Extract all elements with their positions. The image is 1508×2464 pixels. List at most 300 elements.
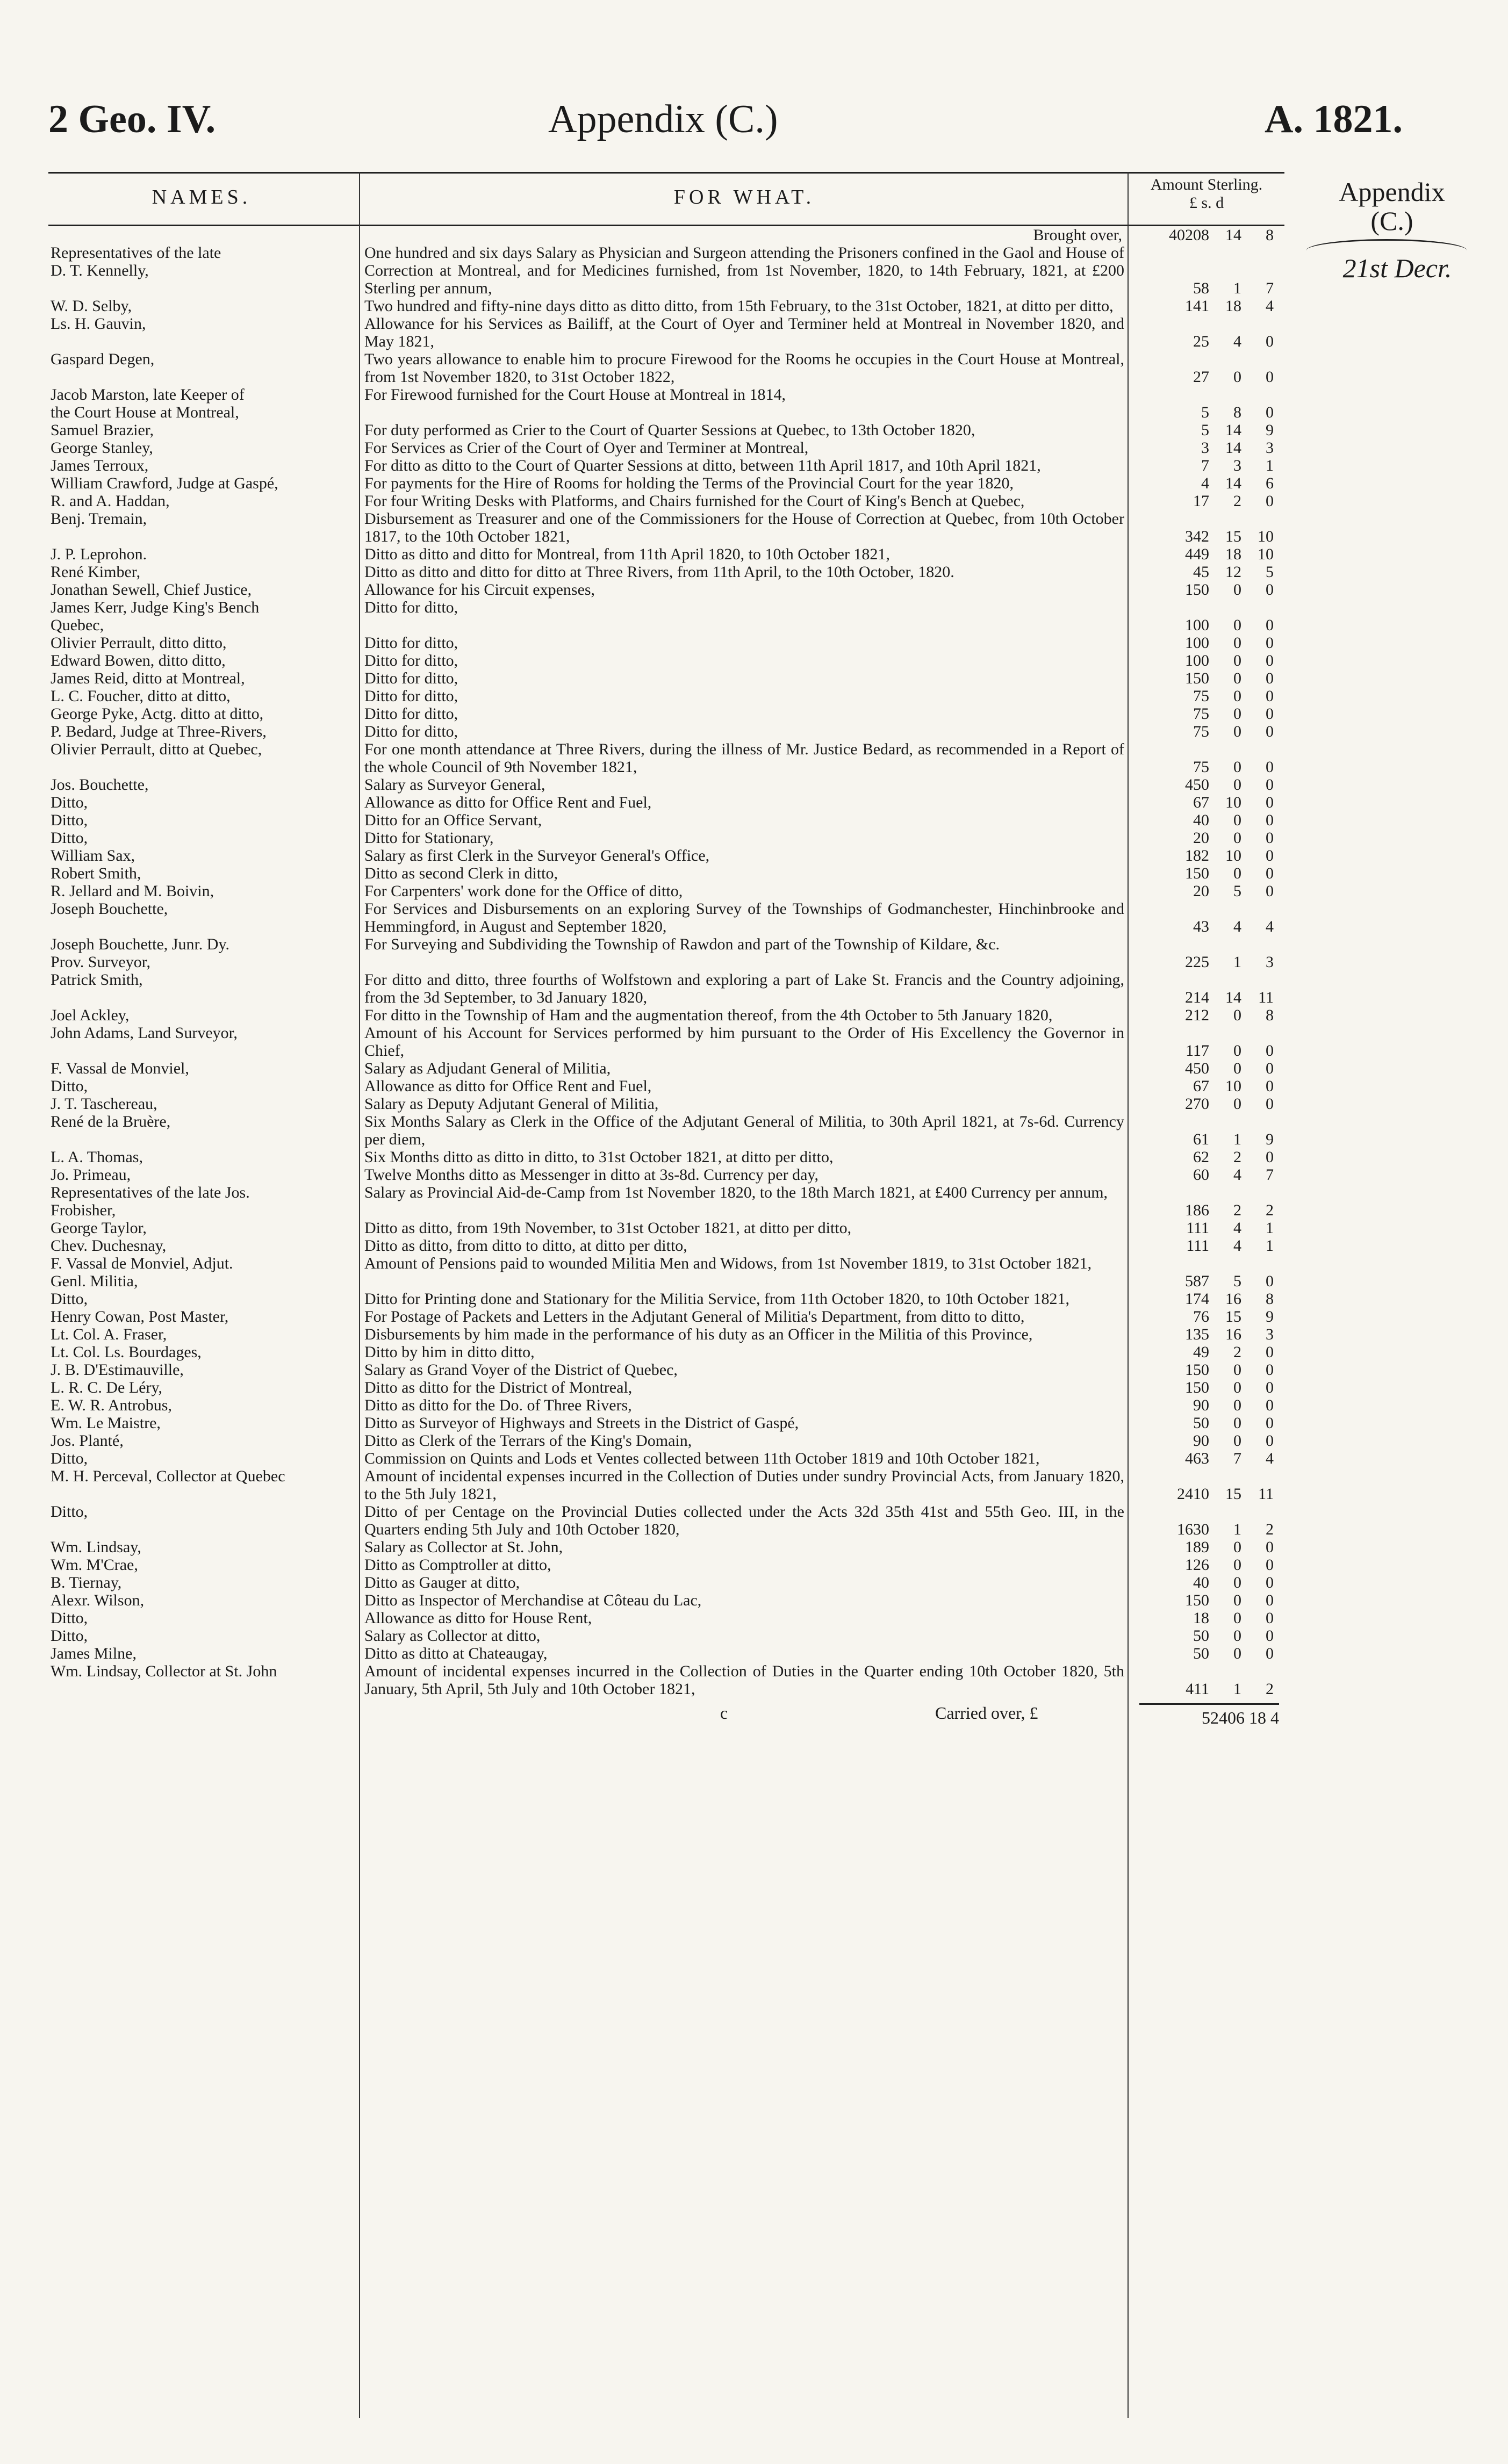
amount-pence: 0 bbox=[1266, 1361, 1274, 1379]
payee-name: Joel Ackley, bbox=[51, 1006, 130, 1024]
payment-description: Commission on Quints and Lods et Ventes collected between 11th October 1819 and 10th October 1821, bbox=[364, 1450, 1040, 1467]
amount-pence: 0 bbox=[1266, 758, 1274, 776]
amount-pence: 0 bbox=[1266, 333, 1274, 350]
payee-name: R. and A. Haddan, bbox=[51, 492, 170, 510]
payment-description: For ditto as ditto to the Court of Quarter Sessions at ditto, between 11th April 1817, and 10th April 1821, bbox=[364, 457, 1041, 474]
amount-pence: 0 bbox=[1266, 1574, 1274, 1591]
amount-shillings: 4 bbox=[1233, 1166, 1241, 1184]
amount-shillings: 15 bbox=[1225, 528, 1241, 545]
amount bbox=[1129, 1609, 1284, 1627]
amount-shillings: 0 bbox=[1233, 669, 1241, 687]
amount-pounds: 450 bbox=[1185, 1060, 1209, 1077]
amount-pence: 0 bbox=[1266, 811, 1274, 829]
amount-pence: 0 bbox=[1266, 1556, 1274, 1574]
payment-description: Ditto for ditto, bbox=[364, 634, 458, 652]
side-appendix-letter: (C.) bbox=[1370, 206, 1413, 236]
amount-pence: 8 bbox=[1266, 1006, 1274, 1024]
column-headers bbox=[48, 172, 1284, 226]
amount bbox=[1129, 545, 1284, 563]
payment-description: Salary as Deputy Adjutant General of Militia, bbox=[364, 1095, 659, 1113]
payment-description: Ditto for ditto, bbox=[364, 705, 458, 723]
payment-description: Six Months ditto as ditto in ditto, to 31st October 1821, at ditto per ditto, bbox=[364, 1148, 834, 1166]
payee-name: Ditto, bbox=[51, 1077, 88, 1095]
amount bbox=[1129, 1308, 1284, 1325]
payment-description: Ditto as ditto, from ditto to ditto, at ditto per ditto, bbox=[364, 1237, 687, 1255]
payee-name: James Milne, bbox=[51, 1645, 137, 1662]
amount-shillings: 0 bbox=[1233, 368, 1241, 386]
payment-description: Ditto for an Office Servant, bbox=[364, 811, 542, 829]
amount-pence: 0 bbox=[1266, 1609, 1274, 1627]
amount-pounds: 150 bbox=[1185, 864, 1209, 882]
amount-pounds: 270 bbox=[1185, 1095, 1209, 1113]
payment-description: Twelve Months ditto as Messenger in ditto at 3s-8d. Currency per day, bbox=[364, 1166, 818, 1184]
amount-pence: 0 bbox=[1266, 1343, 1274, 1361]
amount-pounds: 50 bbox=[1193, 1645, 1209, 1662]
page-year: A. 1821. bbox=[1265, 97, 1403, 141]
amount-pounds: 7 bbox=[1201, 457, 1209, 474]
amount-pence: 0 bbox=[1266, 404, 1274, 421]
amount-pounds: 25 bbox=[1193, 333, 1209, 350]
amount-shillings: 0 bbox=[1233, 1361, 1241, 1379]
amount-pounds: 150 bbox=[1185, 1591, 1209, 1609]
payee-name: Wm. Lindsay, bbox=[51, 1538, 141, 1556]
amount-shillings: 0 bbox=[1233, 1379, 1241, 1396]
amount-pounds: 150 bbox=[1185, 1361, 1209, 1379]
amount-shillings: 10 bbox=[1225, 847, 1241, 864]
amount-pounds: 3 bbox=[1201, 439, 1209, 457]
ledger-row bbox=[48, 492, 1284, 510]
payee-name: Jonathan Sewell, Chief Justice, bbox=[51, 581, 252, 599]
page-footer bbox=[48, 1698, 1284, 1762]
payee-name: George Pyke, Actg. ditto at ditto, bbox=[51, 705, 264, 723]
amount-shillings: 0 bbox=[1233, 634, 1241, 652]
amount-pounds: 1630 bbox=[1177, 1521, 1209, 1538]
ledger-row bbox=[48, 1343, 1284, 1361]
payment-description: Salary as Surveyor General, bbox=[364, 776, 545, 794]
amount bbox=[1129, 1662, 1284, 1698]
amount-pounds: 20 bbox=[1193, 829, 1209, 847]
amount-pence: 0 bbox=[1266, 1396, 1274, 1414]
amount-pounds: 45 bbox=[1193, 563, 1209, 581]
amount bbox=[1129, 864, 1284, 882]
payee-name: F. Vassal de Monviel, bbox=[51, 1060, 189, 1077]
payee-name: Jos. Bouchette, bbox=[51, 776, 149, 794]
amount-shillings: 16 bbox=[1225, 1290, 1241, 1308]
payment-description: Ditto as Comptroller at ditto, bbox=[364, 1556, 551, 1574]
ledger-row bbox=[48, 776, 1284, 794]
amount-pounds: 117 bbox=[1186, 1042, 1209, 1060]
amount-shillings: 0 bbox=[1233, 1095, 1241, 1113]
column-divider-names bbox=[359, 172, 360, 2418]
ledger-row bbox=[48, 1538, 1284, 1556]
amount bbox=[1129, 1006, 1284, 1024]
amount-pence: 0 bbox=[1266, 652, 1274, 669]
ledger-row bbox=[48, 652, 1284, 669]
amount-pence: 1 bbox=[1266, 1219, 1274, 1237]
amount-shillings: 0 bbox=[1233, 1538, 1241, 1556]
ledger-row bbox=[48, 1591, 1284, 1609]
amount-pounds: 463 bbox=[1185, 1450, 1209, 1467]
payee-name: F. Vassal de Monviel, Adjut. Genl. Militia, bbox=[51, 1255, 233, 1290]
ledger-row bbox=[48, 421, 1284, 439]
amount-pence: 2 bbox=[1266, 1201, 1274, 1219]
payee-name: Olivier Perrault, ditto at Quebec, bbox=[51, 740, 262, 758]
amount-pounds: 2410 bbox=[1177, 1485, 1209, 1503]
payment-description: For duty performed as Crier to the Court of Quarter Sessions at Quebec, to 13th October 1820, bbox=[364, 421, 975, 439]
amount bbox=[1129, 652, 1284, 669]
amount-pounds: 450 bbox=[1185, 776, 1209, 794]
amount-pence: 0 bbox=[1266, 1627, 1274, 1645]
payment-description: Ditto as Gauger at ditto, bbox=[364, 1574, 520, 1591]
amount-shillings: 2 bbox=[1233, 1343, 1241, 1361]
amount-shillings: 16 bbox=[1225, 1325, 1241, 1343]
amount-pounds: 18 bbox=[1193, 1609, 1209, 1627]
payment-description: Ditto for ditto, bbox=[364, 687, 458, 705]
amount bbox=[1129, 244, 1284, 297]
amount-pence: 4 bbox=[1266, 918, 1274, 935]
amount-pounds: 150 bbox=[1185, 581, 1209, 599]
amount-pence: 0 bbox=[1266, 368, 1274, 386]
ledger-row bbox=[48, 474, 1284, 492]
ledger-row bbox=[48, 457, 1284, 474]
payment-description: Allowance for his Circuit expenses, bbox=[364, 581, 595, 599]
carried-over-total: 52406 18 4 bbox=[1139, 1703, 1279, 1728]
ledger-row bbox=[48, 1574, 1284, 1591]
amount-pounds: 587 bbox=[1185, 1272, 1209, 1290]
amount-pounds: 60 bbox=[1193, 1166, 1209, 1184]
amount bbox=[1129, 900, 1284, 935]
amount-pounds: 17 bbox=[1193, 492, 1209, 510]
signature-mark: c bbox=[720, 1703, 728, 1723]
payment-description: For Services and Disbursements on an exploring Survey of the Townships of Godmanchester, Hinchinbrooke and Hemmingford, in August and September 1820, bbox=[364, 900, 1124, 935]
amount-pounds: 40 bbox=[1193, 811, 1209, 829]
amount-shillings: 0 bbox=[1233, 1645, 1241, 1662]
ledger-row bbox=[48, 1379, 1284, 1396]
amount bbox=[1129, 669, 1284, 687]
amount-shillings: 8 bbox=[1233, 404, 1241, 421]
amount-pounds: 182 bbox=[1185, 847, 1209, 864]
amount bbox=[1129, 297, 1284, 315]
amount bbox=[1129, 971, 1284, 1006]
amount bbox=[1129, 935, 1284, 971]
amount bbox=[1129, 847, 1284, 864]
amount bbox=[1129, 705, 1284, 723]
payment-description: Allowance as ditto for Office Rent and Fuel, bbox=[364, 794, 652, 811]
amount-shillings: 2 bbox=[1233, 1201, 1241, 1219]
amount-pence: 9 bbox=[1266, 421, 1274, 439]
ledger-row bbox=[48, 1645, 1284, 1662]
amount bbox=[1129, 1095, 1284, 1113]
amount-pence: 0 bbox=[1266, 1379, 1274, 1396]
ledger-row bbox=[48, 1414, 1284, 1432]
amount-shillings: 0 bbox=[1233, 1556, 1241, 1574]
ledger-row bbox=[48, 1166, 1284, 1184]
amount-shillings: 4 bbox=[1233, 1237, 1241, 1255]
payee-name: Robert Smith, bbox=[51, 864, 141, 882]
amount-pounds: 100 bbox=[1185, 616, 1209, 634]
amount-pence: 10 bbox=[1258, 545, 1274, 563]
amount-pence: 0 bbox=[1266, 1645, 1274, 1662]
amount-pounds: 4 bbox=[1201, 474, 1209, 492]
amount-pounds: 5 bbox=[1201, 404, 1209, 421]
amount-pence: 9 bbox=[1266, 1130, 1274, 1148]
payee-name: Lt. Col. A. Fraser, bbox=[51, 1325, 167, 1343]
payment-description: Amount of incidental expenses incurred in the Collection of Duties under sundry Provincial Acts, from January 1820, to the 5th July 1821, bbox=[364, 1467, 1124, 1503]
amount-pounds: 62 bbox=[1193, 1148, 1209, 1166]
payee-name: Olivier Perrault, ditto ditto, bbox=[51, 634, 227, 652]
ledger-row bbox=[48, 1396, 1284, 1414]
ledger-row bbox=[48, 669, 1284, 687]
payment-description: Allowance for his Services as Bailiff, at the Court of Oyer and Terminer held at Montreal in November 1820, and May 1821, bbox=[364, 315, 1124, 350]
amount bbox=[1129, 599, 1284, 634]
payment-description: Disbursements by him made in the performance of his duty as an Officer in the Militia of this Province, bbox=[364, 1325, 1033, 1343]
amount bbox=[1129, 1343, 1284, 1361]
amount-pounds: 43 bbox=[1193, 918, 1209, 935]
payment-description: Two hundred and fifty-nine days ditto as ditto ditto, from 15th February, to the 31st October, 1821, at ditto per ditto, bbox=[364, 297, 1114, 315]
amount-pence: 4 bbox=[1266, 297, 1274, 315]
ledger-row bbox=[48, 705, 1284, 723]
payment-description: Ditto as ditto for the District of Montreal, bbox=[364, 1379, 633, 1396]
amount-pounds: 111 bbox=[1186, 1219, 1209, 1237]
payee-name: Ditto, bbox=[51, 1627, 88, 1645]
payee-name: L. A. Thomas, bbox=[51, 1148, 143, 1166]
ledger-row bbox=[48, 1255, 1284, 1290]
amount-shillings: 1 bbox=[1233, 953, 1241, 971]
ledger-row bbox=[48, 315, 1284, 350]
ledger-row bbox=[48, 244, 1284, 297]
amount-pence: 0 bbox=[1266, 581, 1274, 599]
payee-name: J. T. Taschereau, bbox=[51, 1095, 157, 1113]
payment-description: For ditto in the Township of Ham and the augmentation thereof, from the 4th October to 5th January 1820, bbox=[364, 1006, 1053, 1024]
payee-name: W. D. Selby, bbox=[51, 297, 132, 315]
ledger-row bbox=[48, 935, 1284, 971]
amount bbox=[1129, 1237, 1284, 1255]
payee-name: William Sax, bbox=[51, 847, 135, 864]
amount-pence: 7 bbox=[1266, 1166, 1274, 1184]
amount-pounds: 214 bbox=[1185, 989, 1209, 1006]
amount-pence: 0 bbox=[1266, 1077, 1274, 1095]
amount bbox=[1129, 315, 1284, 350]
amount-shillings: 1 bbox=[1233, 1130, 1241, 1148]
amount-shillings: 2 bbox=[1233, 1148, 1241, 1166]
payee-name: Joseph Bouchette, bbox=[51, 900, 168, 918]
amount-pence: 0 bbox=[1266, 616, 1274, 634]
payee-name: L. R. C. De Léry, bbox=[51, 1379, 163, 1396]
amount-pounds: 75 bbox=[1193, 723, 1209, 740]
payee-name: Samuel Brazier, bbox=[51, 421, 154, 439]
payee-name: Wm. M'Crae, bbox=[51, 1556, 138, 1574]
payee-name: E. W. R. Antrobus, bbox=[51, 1396, 172, 1414]
ledger-row bbox=[48, 1148, 1284, 1166]
amount bbox=[1129, 510, 1284, 545]
amount-shillings: 0 bbox=[1233, 652, 1241, 669]
amount bbox=[1129, 1290, 1284, 1308]
payee-name: Wm. Le Maistre, bbox=[51, 1414, 161, 1432]
amount bbox=[1129, 1627, 1284, 1645]
amount-pounds: 100 bbox=[1185, 634, 1209, 652]
ledger-row bbox=[48, 794, 1284, 811]
payee-name: James Reid, ditto at Montreal, bbox=[51, 669, 245, 687]
payee-name: Ditto, bbox=[51, 829, 88, 847]
payment-description: Ditto as second Clerk in ditto, bbox=[364, 864, 558, 882]
payment-description: Ditto for ditto, bbox=[364, 599, 458, 616]
column-divider-amount bbox=[1128, 172, 1129, 2418]
payee-name: John Adams, Land Surveyor, bbox=[51, 1024, 238, 1042]
amount bbox=[1129, 1060, 1284, 1077]
amount bbox=[1129, 1077, 1284, 1095]
payment-description: Salary as Adjudant General of Militia, bbox=[364, 1060, 611, 1077]
amount-shillings: 0 bbox=[1233, 581, 1241, 599]
amount-pence: 0 bbox=[1266, 634, 1274, 652]
amount bbox=[1129, 1219, 1284, 1237]
amount-pence: 0 bbox=[1266, 1148, 1274, 1166]
ledger-row bbox=[48, 1024, 1284, 1060]
ledger-row bbox=[48, 1662, 1284, 1698]
payee-name: P. Bedard, Judge at Three-Rivers, bbox=[51, 723, 267, 740]
payee-name: Alexr. Wilson, bbox=[51, 1591, 145, 1609]
amount-pounds: 342 bbox=[1185, 528, 1209, 545]
amount bbox=[1129, 811, 1284, 829]
amount-pence: 11 bbox=[1258, 1485, 1274, 1503]
amount bbox=[1129, 1255, 1284, 1290]
payee-name: Benj. Tremain, bbox=[51, 510, 147, 528]
ledger-row bbox=[48, 900, 1284, 935]
ledger-row bbox=[48, 1361, 1284, 1379]
amount-pence: 5 bbox=[1266, 563, 1274, 581]
amount-shillings: 14 bbox=[1225, 421, 1241, 439]
for-what-header: FOR WHAT. bbox=[673, 186, 815, 208]
amount-pence: 0 bbox=[1266, 776, 1274, 794]
amount-pounds: 49 bbox=[1193, 1343, 1209, 1361]
payee-name: James Terroux, bbox=[51, 457, 149, 474]
payee-name: J. B. D'Estimauville, bbox=[51, 1361, 184, 1379]
amount bbox=[1129, 1450, 1284, 1467]
amount-pence: 0 bbox=[1266, 705, 1274, 723]
amount bbox=[1129, 350, 1284, 386]
amount-pounds: 186 bbox=[1185, 1201, 1209, 1219]
amount-shillings: 4 bbox=[1233, 1219, 1241, 1237]
amount-shillings: 0 bbox=[1233, 1042, 1241, 1060]
ledger-row bbox=[48, 971, 1284, 1006]
amount-shillings: 3 bbox=[1233, 457, 1241, 474]
amount-shillings: 0 bbox=[1233, 1432, 1241, 1450]
payment-description: Ditto as ditto for the Do. of Three Rivers, bbox=[364, 1396, 632, 1414]
amount-shillings: 0 bbox=[1233, 1414, 1241, 1432]
payment-description: Ditto as Surveyor of Highways and Streets in the District of Gaspé, bbox=[364, 1414, 799, 1432]
ledger-row bbox=[48, 545, 1284, 563]
amount-shillings: 14 bbox=[1225, 989, 1241, 1006]
amount bbox=[1129, 1113, 1284, 1148]
amount-shillings: 0 bbox=[1233, 1396, 1241, 1414]
amount-shillings: 0 bbox=[1233, 864, 1241, 882]
amount bbox=[1129, 1325, 1284, 1343]
payment-description: Ditto for Stationary, bbox=[364, 829, 494, 847]
payment-description: Disbursement as Treasurer and one of the Commissioners for the House of Correction at Quebec, from 10th October 1817, to the 10th October 1821, bbox=[364, 510, 1124, 545]
ledger-row bbox=[48, 1095, 1284, 1113]
amount bbox=[1129, 563, 1284, 581]
ledger-row bbox=[48, 1450, 1284, 1467]
ledger-row bbox=[48, 1113, 1284, 1148]
ledger-row bbox=[48, 386, 1284, 421]
payment-description: Salary as Collector at ditto, bbox=[364, 1627, 541, 1645]
amount-pence: 0 bbox=[1266, 1060, 1274, 1077]
ledger-row bbox=[48, 439, 1284, 457]
amount-pounds: 212 bbox=[1185, 1006, 1209, 1024]
amount-pounds: 76 bbox=[1193, 1308, 1209, 1325]
payment-description: Ditto as ditto, from 19th November, to 31st October 1821, at ditto per ditto, bbox=[364, 1219, 852, 1237]
amount-pence: 0 bbox=[1266, 669, 1274, 687]
amount-shillings: 2 bbox=[1233, 492, 1241, 510]
amount bbox=[1129, 1361, 1284, 1379]
payment-description: Salary as Provincial Aid-de-Camp from 1st November 1820, to the 18th March 1821, at £400 Currency per annum, bbox=[364, 1184, 1108, 1201]
payment-description: For Surveying and Subdividing the Township of Rawdon and part of the Township of Kildare, &c. bbox=[364, 935, 1000, 953]
amount bbox=[1129, 1166, 1284, 1184]
amount-pounds: 174 bbox=[1185, 1290, 1209, 1308]
amount-shillings: 0 bbox=[1233, 1627, 1241, 1645]
amount-shillings: 0 bbox=[1233, 1609, 1241, 1627]
amount bbox=[1129, 1184, 1284, 1219]
page-title: Appendix (C.) bbox=[548, 97, 778, 141]
amount-pence: 0 bbox=[1266, 723, 1274, 740]
amount bbox=[1129, 474, 1284, 492]
payee-name: George Taylor, bbox=[51, 1219, 147, 1237]
amount-units: £ s. d bbox=[1189, 194, 1224, 212]
payee-name: Wm. Lindsay, Collector at St. John bbox=[51, 1662, 277, 1680]
page-header bbox=[48, 97, 1403, 145]
payment-description: Ditto as ditto and ditto for ditto at Three Rivers, from 11th April, to the 10th October, 1820. bbox=[364, 563, 954, 581]
payment-description: For Firewood furnished for the Court House at Montreal in 1814, bbox=[364, 386, 786, 404]
amount-pounds: 50 bbox=[1193, 1627, 1209, 1645]
ledger-row bbox=[48, 811, 1284, 829]
amount-pounds: 100 bbox=[1185, 652, 1209, 669]
amount bbox=[1129, 687, 1284, 705]
amount-shillings: 0 bbox=[1233, 687, 1241, 705]
amount-pence: 6 bbox=[1266, 474, 1274, 492]
amount-pence: 7 bbox=[1266, 279, 1274, 297]
amount bbox=[1129, 581, 1284, 599]
regnal-year: 2 Geo. IV. bbox=[48, 97, 216, 141]
payee-name: Chev. Duchesnay, bbox=[51, 1237, 167, 1255]
ledger-row bbox=[48, 864, 1284, 882]
ledger-row bbox=[48, 882, 1284, 900]
ledger-row bbox=[48, 1308, 1284, 1325]
payee-name: René Kimber, bbox=[51, 563, 141, 581]
amount-pence: 0 bbox=[1266, 829, 1274, 847]
amount-shillings: 0 bbox=[1233, 811, 1241, 829]
payee-name: Edward Bowen, ditto ditto, bbox=[51, 652, 226, 669]
payment-description: Six Months Salary as Clerk in the Office of the Adjutant General of Militia, to 30th April 1821, at 7s-6d. Currency per diem, bbox=[364, 1113, 1124, 1148]
amount-shillings: 0 bbox=[1233, 1060, 1241, 1077]
amount-pounds: 90 bbox=[1193, 1396, 1209, 1414]
brought-pence: 8 bbox=[1266, 226, 1274, 244]
payment-description: Two years allowance to enable him to procure Firewood for the Rooms he occupies in the Court House at Montreal, from 1st November 1820, to 31st October 1822, bbox=[364, 350, 1124, 386]
brought-over-label: Brought over, bbox=[1033, 226, 1122, 244]
amount-pounds: 61 bbox=[1193, 1130, 1209, 1148]
payment-description: For Postage of Packets and Letters in the Adjutant General of Militia's Department, from ditto to ditto, bbox=[364, 1308, 1025, 1325]
amount-pounds: 67 bbox=[1193, 1077, 1209, 1095]
payee-name: L. C. Foucher, ditto at ditto, bbox=[51, 687, 231, 705]
side-appendix-word: Appendix bbox=[1339, 177, 1445, 207]
amount-shillings: 4 bbox=[1233, 918, 1241, 935]
amount-pence: 3 bbox=[1266, 953, 1274, 971]
ledger-row bbox=[48, 350, 1284, 386]
amount-pounds: 150 bbox=[1185, 669, 1209, 687]
amount-shillings: 7 bbox=[1233, 1450, 1241, 1467]
payee-name: Ls. H. Gauvin, bbox=[51, 315, 146, 333]
ledger-row bbox=[48, 1627, 1284, 1645]
amount bbox=[1129, 439, 1284, 457]
amount-pence: 0 bbox=[1266, 1095, 1274, 1113]
